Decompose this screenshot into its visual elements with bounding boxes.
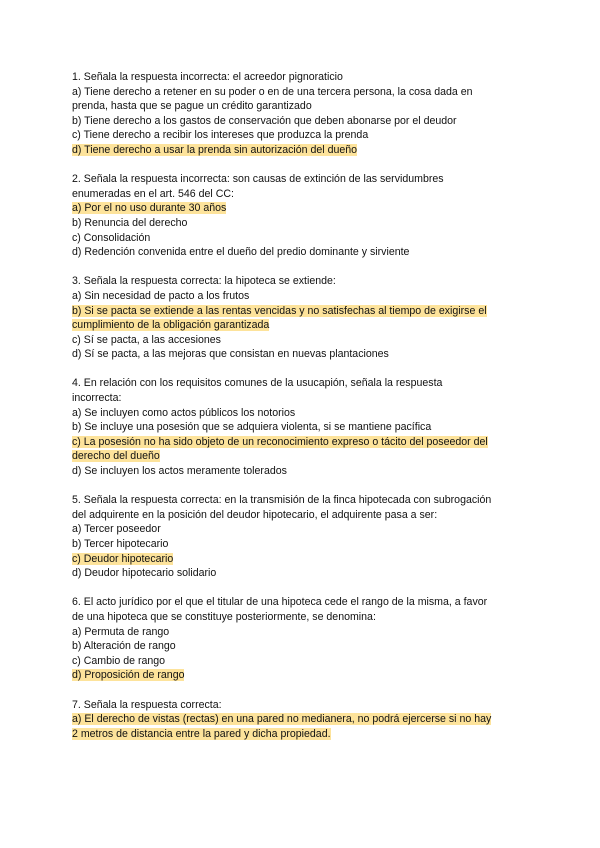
option-text: a) Sin necesidad de pacto a los frutos bbox=[72, 289, 250, 302]
option-text-highlighted: a) Por el no uso durante 30 años bbox=[72, 202, 227, 215]
question-3-option-b bbox=[72, 304, 492, 333]
question-7-option-a bbox=[72, 712, 492, 741]
question-3-option-a bbox=[72, 289, 492, 304]
question-3-text: 3. Señala la respuesta correcta: la hipoteca se extiende: bbox=[72, 275, 336, 288]
question-6-option-d bbox=[72, 668, 492, 683]
option-text-highlighted: c) Deudor hipotecario bbox=[72, 552, 174, 565]
question-2-option-b bbox=[72, 216, 492, 231]
question-5-option-b bbox=[72, 537, 492, 552]
question-2-text: 2. Señala la respuesta incorrecta: son causas de extinción de las servidumbres enumeradas en el art. 546 del CC: bbox=[72, 173, 444, 200]
question-4-option-b bbox=[72, 420, 492, 435]
question-5 bbox=[72, 493, 492, 581]
option-text: d) Se incluyen los actos meramente tolerados bbox=[72, 465, 287, 478]
option-text-highlighted: a) El derecho de vistas (rectas) en una pared no medianera, no podrá ejercerse si no hay 2 metros de distancia entre la pared y dicha propiedad. bbox=[72, 713, 492, 740]
question-4-option-d bbox=[72, 464, 492, 479]
option-text: b) Tercer hipotecario bbox=[72, 538, 169, 550]
question-2 bbox=[72, 172, 492, 260]
question-6-text: 6. El acto jurídico por el que el titular de una hipoteca cede el rango de la misma, a favor de una hipoteca que se constituye posteriormente, se denomina: bbox=[72, 596, 488, 623]
question-5-option-d bbox=[72, 566, 492, 581]
option-text: a) Tercer poseedor bbox=[72, 523, 161, 536]
option-text-highlighted: c) La posesión no ha sido objeto de un reconocimiento expreso o tácito del poseedor del derecho del dueño bbox=[72, 435, 488, 463]
option-text: b) Alteración de rango bbox=[72, 640, 176, 653]
question-7-text: 7. Señala la respuesta correcta: bbox=[72, 698, 222, 711]
question-1-option-d bbox=[72, 143, 492, 158]
question-6-option-b bbox=[72, 639, 492, 654]
question-2-option-a bbox=[72, 201, 492, 216]
question-2-option-c bbox=[72, 231, 492, 246]
question-6-option-c bbox=[72, 654, 492, 669]
option-text: c) Consolidación bbox=[72, 231, 151, 244]
question-4 bbox=[72, 376, 492, 478]
question-2-option-d bbox=[72, 245, 492, 260]
question-4-option-c bbox=[72, 435, 492, 464]
option-text: b) Tiene derecho a los gastos de conservación que deben abonarse por el deudor bbox=[72, 114, 457, 127]
question-3-option-c bbox=[72, 333, 492, 348]
option-text-highlighted: d) Tiene derecho a usar la prenda sin autorización del dueño bbox=[72, 143, 358, 156]
option-text: a) Tiene derecho a retener en su poder o en de una tercera persona, la cosa dada en prenda, hasta que se pague un crédito garantizado bbox=[72, 85, 473, 113]
option-text: a) Permuta de rango bbox=[72, 625, 170, 638]
option-text: b) Renuncia del derecho bbox=[72, 216, 188, 229]
question-5-option-a bbox=[72, 522, 492, 537]
option-text: d) Sí se pacta, a las mejoras que consistan en nuevas plantaciones bbox=[72, 348, 389, 361]
option-text-highlighted: b) Si se pacta se extiende a las rentas vencidas y no satisfechas al tiempo de exigirse el cumplimiento de la obligación garantizada bbox=[72, 304, 487, 332]
option-text: b) Se incluye una posesión que se adquiera violenta, si se mantiene pacífica bbox=[72, 421, 432, 434]
question-7 bbox=[72, 698, 492, 742]
question-list bbox=[72, 70, 492, 756]
option-text: c) Cambio de rango bbox=[72, 654, 166, 667]
question-1-option-c bbox=[72, 128, 492, 143]
option-text: a) Se incluyen como actos públicos los notorios bbox=[72, 406, 296, 419]
question-5-option-c bbox=[72, 552, 492, 567]
question-1 bbox=[72, 70, 492, 158]
question-1-text: 1. Señala la respuesta incorrecta: el acreedor pignoraticio bbox=[72, 71, 343, 83]
option-text: c) Sí se pacta, a las accesiones bbox=[72, 333, 221, 346]
question-4-text: 4. En relación con los requisitos comunes de la usucapión, señala la respuesta incorrecta: bbox=[72, 377, 443, 405]
question-6 bbox=[72, 595, 492, 683]
option-text: d) Redención convenida entre el dueño del predio dominante y sirviente bbox=[72, 246, 410, 259]
option-text-highlighted: d) Proposición de rango bbox=[72, 669, 185, 682]
question-4-option-a bbox=[72, 406, 492, 421]
question-6-option-a bbox=[72, 625, 492, 640]
question-5-text: 5. Señala la respuesta correcta: en la transmisión de la finca hipotecada con subrogación del adquirente en la posición del deudor hipotecario, el adquirente pasa a ser: bbox=[72, 494, 492, 521]
option-text: c) Tiene derecho a recibir los intereses que produzca la prenda bbox=[72, 129, 369, 142]
question-3 bbox=[72, 274, 492, 362]
question-1-option-b bbox=[72, 114, 492, 129]
question-1-option-a bbox=[72, 85, 492, 114]
option-text: d) Deudor hipotecario solidario bbox=[72, 567, 217, 580]
question-3-option-d bbox=[72, 347, 492, 362]
